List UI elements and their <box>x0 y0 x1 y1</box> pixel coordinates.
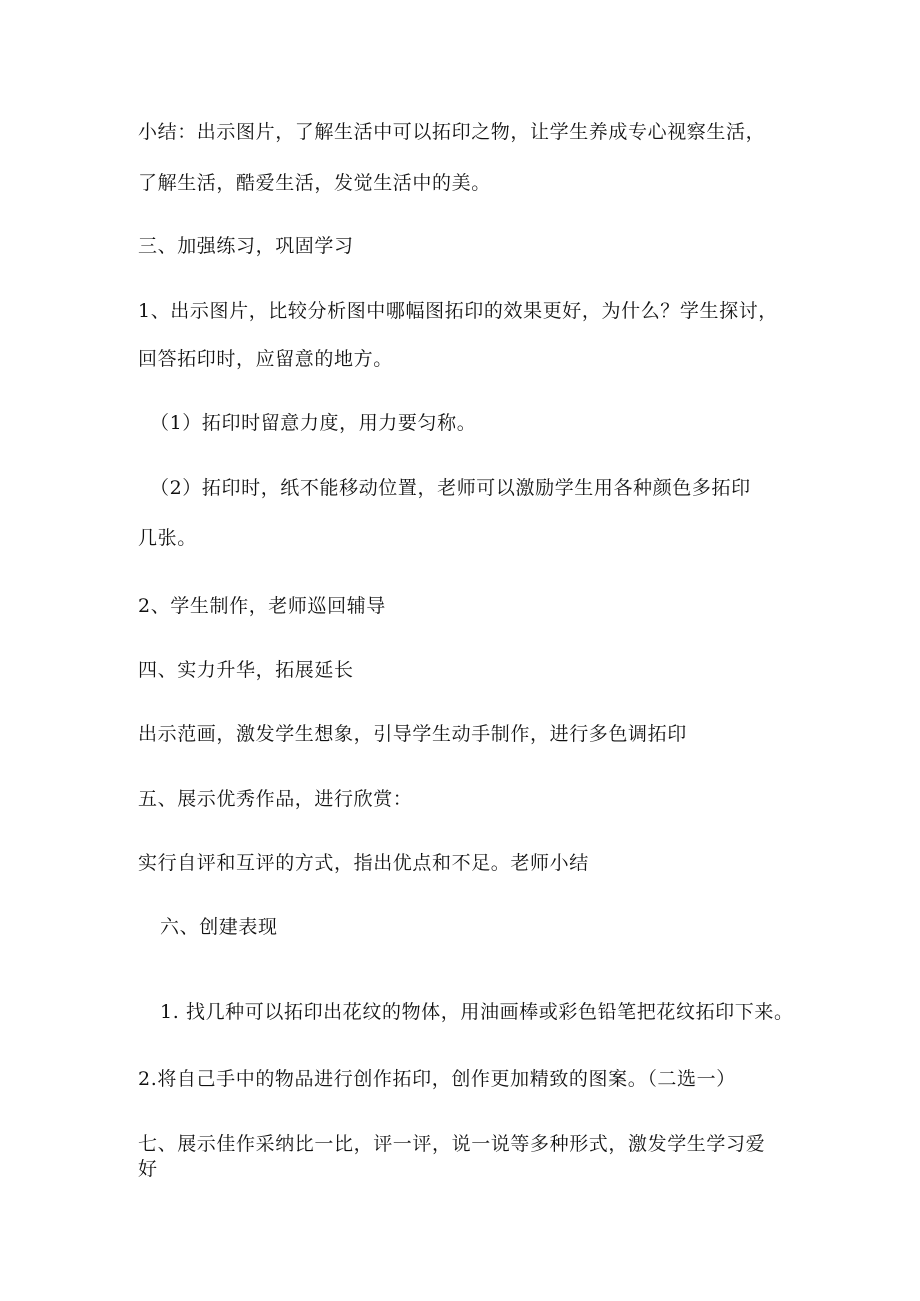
summary-line-1: 小结：出示图片，了解生活中可以拓印之物，让学生养成专心视察生活， <box>138 121 766 143</box>
section-4-paragraph: 出示范画，激发学生想象，引导学生动手制作，进行多色调拓印 <box>138 723 687 745</box>
item-2: 2、学生制作，老师巡回辅导 <box>138 595 386 617</box>
sub-item-1: （1）拓印时留意力度，用力要匀称。 <box>150 412 477 434</box>
section-heading-6: 六、创建表现 <box>160 916 278 938</box>
sub-item-2-line-2: 几张。 <box>138 527 197 549</box>
option-1: 1. 找几种可以拓印出花纹的物体，用油画棒或彩色铅笔把花纹拓印下来。 <box>160 1001 794 1023</box>
section-heading-5: 五、展示优秀作品，进行欣赏： <box>138 788 413 810</box>
item-1-line-2: 回答拓印时，应留意的地方。 <box>138 348 393 370</box>
item-1-line-1: 1、出示图片，比较分析图中哪幅图拓印的效果更好，为什么？学生探讨， <box>138 300 778 322</box>
section-heading-3: 三、加强练习，巩固学习 <box>138 235 354 257</box>
sub-item-2-line-1: （2）拓印时，纸不能移动位置，老师可以激励学生用各种颜色多拓印 <box>150 477 751 499</box>
section-5-paragraph: 实行自评和互评的方式，指出优点和不足。老师小结 <box>138 852 589 874</box>
section-heading-7-line-1: 七、展示佳作采纳比一比，评一评，说一说等多种形式，激发学生学习爱 <box>138 1133 766 1155</box>
option-2: 2.将自己手中的物品进行创作拓印，创作更加精致的图案。（二选一） <box>138 1068 736 1090</box>
section-heading-4: 四、实力升华，拓展延长 <box>138 659 354 681</box>
section-heading-7-line-2: 好 <box>138 1158 158 1180</box>
summary-line-2: 了解生活，酷爱生活，发觉生活中的美。 <box>138 172 491 194</box>
